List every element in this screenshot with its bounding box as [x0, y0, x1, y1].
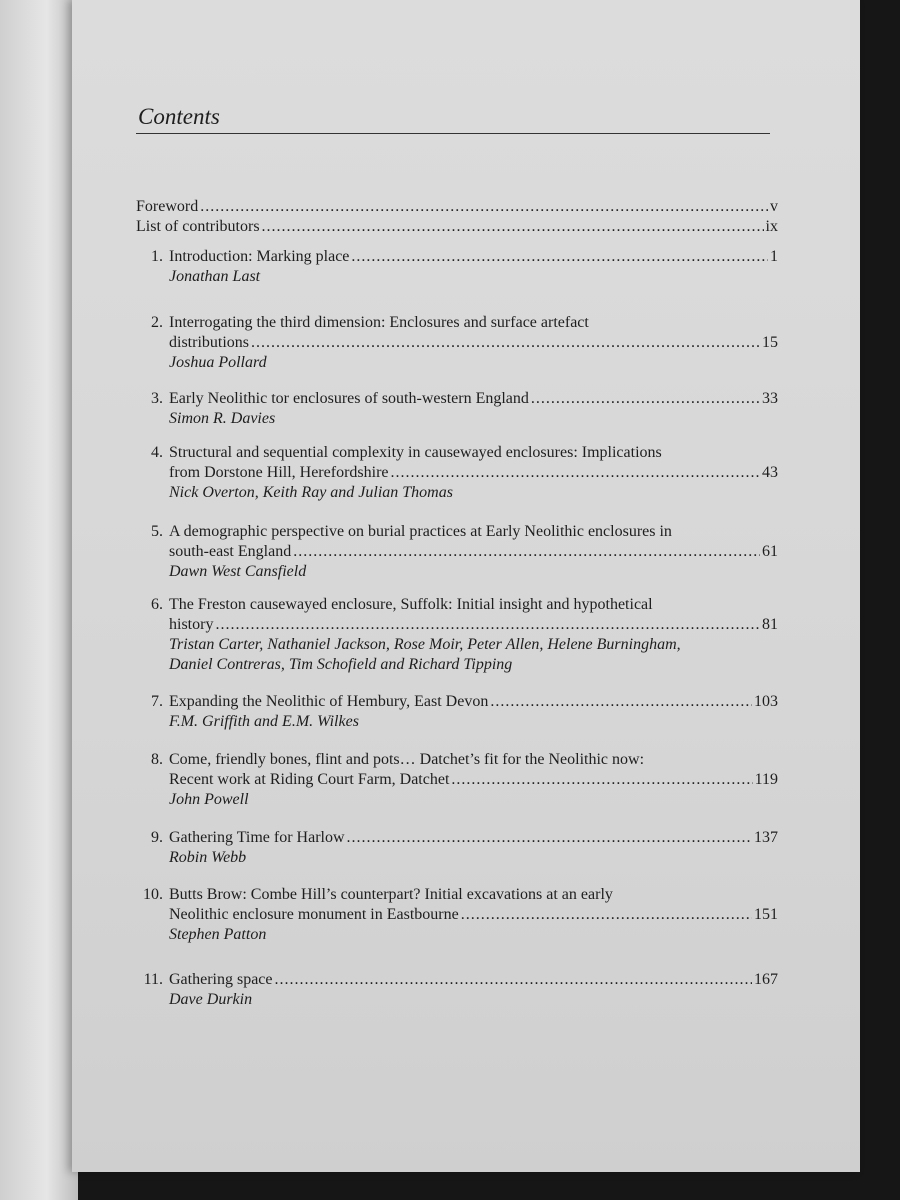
- chapter-entry[interactable]: [136, 313, 778, 373]
- front-matter-entry[interactable]: [136, 197, 778, 217]
- chapter-entry[interactable]: [136, 522, 778, 582]
- chapter-number: 11.: [143, 971, 163, 988]
- page-number: 15: [762, 334, 778, 351]
- chapter-entry[interactable]: [136, 247, 778, 287]
- title-line: [136, 389, 778, 409]
- chapter-author: Nick Overton, Keith Ray and Julian Thomas: [169, 484, 453, 501]
- title-line: [136, 828, 778, 848]
- dot-leader: [347, 828, 752, 848]
- title-line: [136, 905, 778, 925]
- chapter-author: John Powell: [169, 791, 249, 808]
- chapter-author: Simon R. Davies: [169, 410, 276, 427]
- chapter-author: Tristan Carter, Nathaniel Jackson, Rose Moir, Peter Allen, Helene Burningham,: [169, 636, 681, 653]
- title-line: [136, 443, 778, 463]
- chapter-entry[interactable]: [136, 692, 778, 732]
- page-number: 167: [754, 971, 778, 988]
- chapter-entry[interactable]: [136, 750, 778, 810]
- dot-leader: [275, 970, 752, 990]
- chapter-number: 10.: [143, 886, 163, 903]
- chapter-entry[interactable]: [136, 970, 778, 1010]
- chapter-number: 4.: [151, 444, 163, 461]
- title-line: [136, 885, 778, 905]
- chapter-author: Dawn West Cansfield: [169, 563, 307, 580]
- dot-leader: [351, 247, 768, 267]
- chapter-title[interactable]: Gathering space: [169, 971, 273, 988]
- title-line: [136, 692, 778, 712]
- chapter-author: Stephen Patton: [169, 926, 267, 943]
- chapter-title[interactable]: A demographic perspective on burial practices at Early Neolithic enclosures in: [169, 523, 672, 540]
- chapter-title[interactable]: from Dorstone Hill, Herefordshire: [169, 464, 389, 481]
- title-line: [136, 750, 778, 770]
- chapter-title[interactable]: Come, friendly bones, flint and pots… Datchet’s fit for the Neolithic now:: [169, 751, 645, 768]
- page-number: ix: [765, 218, 778, 235]
- title-line: [136, 333, 778, 353]
- chapter-author: Robin Webb: [169, 849, 247, 866]
- chapter-number: 7.: [151, 693, 163, 710]
- facing-page-edge: [0, 0, 78, 1200]
- contents-page: [72, 0, 860, 1172]
- chapter-title[interactable]: Structural and sequential complexity in causewayed enclosures: Implications: [169, 444, 662, 461]
- chapter-title[interactable]: Foreword: [136, 198, 199, 215]
- chapter-entry[interactable]: [136, 443, 778, 503]
- chapter-title[interactable]: Butts Brow: Combe Hill’s counterpart? Initial excavations at an early: [169, 886, 613, 903]
- chapter-number: 6.: [151, 596, 163, 613]
- title-line: [136, 217, 778, 237]
- chapter-title[interactable]: Early Neolithic tor enclosures of south-western England: [169, 390, 529, 407]
- chapter-author: Dave Durkin: [169, 991, 253, 1008]
- front-matter-entry[interactable]: [136, 217, 778, 237]
- chapter-title[interactable]: Neolithic enclosure monument in Eastbourne: [169, 906, 459, 923]
- title-line: [136, 615, 778, 635]
- page-number: 119: [754, 771, 778, 788]
- page-number: v: [770, 198, 778, 215]
- chapter-author: Daniel Contreras, Tim Schofield and Richard Tipping: [169, 656, 513, 673]
- chapter-entry[interactable]: [136, 828, 778, 868]
- dot-leader: [531, 389, 760, 409]
- chapter-title[interactable]: Gathering Time for Harlow: [169, 829, 345, 846]
- dot-leader: [200, 197, 768, 217]
- title-rule: [136, 133, 770, 134]
- chapter-title[interactable]: Introduction: Marking place: [169, 248, 350, 265]
- chapter-title[interactable]: The Freston causewayed enclosure, Suffolk: Initial insight and hypothetical: [169, 596, 653, 613]
- chapter-entry[interactable]: [136, 389, 778, 429]
- chapter-title[interactable]: history: [169, 616, 214, 633]
- chapter-number: 8.: [151, 751, 163, 768]
- page-number: 151: [754, 906, 778, 923]
- chapter-entry[interactable]: [136, 885, 778, 945]
- title-line: [136, 542, 778, 562]
- chapter-title[interactable]: south-east England: [169, 543, 292, 560]
- title-line: [136, 197, 778, 217]
- title-line: [136, 247, 778, 267]
- title-line: [136, 970, 778, 990]
- title-line: [136, 595, 778, 615]
- title-line: [136, 463, 778, 483]
- chapter-number: 2.: [151, 314, 163, 331]
- chapter-number: 3.: [151, 390, 163, 407]
- chapter-title[interactable]: distributions: [169, 334, 250, 351]
- chapter-number: 1.: [151, 248, 163, 265]
- dot-leader: [293, 542, 760, 562]
- chapter-entry[interactable]: [136, 595, 778, 675]
- page-title: Contents: [138, 104, 220, 129]
- chapter-number: 9.: [151, 829, 163, 846]
- title-line: [136, 522, 778, 542]
- title-line: [136, 770, 778, 790]
- page-number: 33: [762, 390, 778, 407]
- title-line: [136, 313, 778, 333]
- chapter-author: F.M. Griffith and E.M. Wilkes: [169, 713, 359, 730]
- page-number: 103: [754, 693, 778, 710]
- dot-leader: [451, 770, 752, 790]
- page-number: 1: [770, 248, 778, 265]
- page-number: 137: [754, 829, 778, 846]
- page-number: 43: [762, 464, 778, 481]
- dot-leader: [251, 333, 760, 353]
- chapter-title[interactable]: Recent work at Riding Court Farm, Datchet: [169, 771, 450, 788]
- chapter-title[interactable]: Interrogating the third dimension: Enclosures and surface artefact: [169, 314, 589, 331]
- chapter-author: Jonathan Last: [169, 268, 261, 285]
- chapter-author: Joshua Pollard: [169, 354, 267, 371]
- dot-leader: [262, 217, 764, 237]
- dot-leader: [490, 692, 752, 712]
- dot-leader: [215, 615, 760, 635]
- chapter-title[interactable]: List of contributors: [136, 218, 260, 235]
- chapter-number: 5.: [151, 523, 163, 540]
- chapter-title[interactable]: Expanding the Neolithic of Hembury, East Devon: [169, 693, 489, 710]
- dot-leader: [461, 905, 752, 925]
- page-number: 61: [762, 543, 778, 560]
- page-number: 81: [762, 616, 778, 633]
- dot-leader: [391, 463, 761, 483]
